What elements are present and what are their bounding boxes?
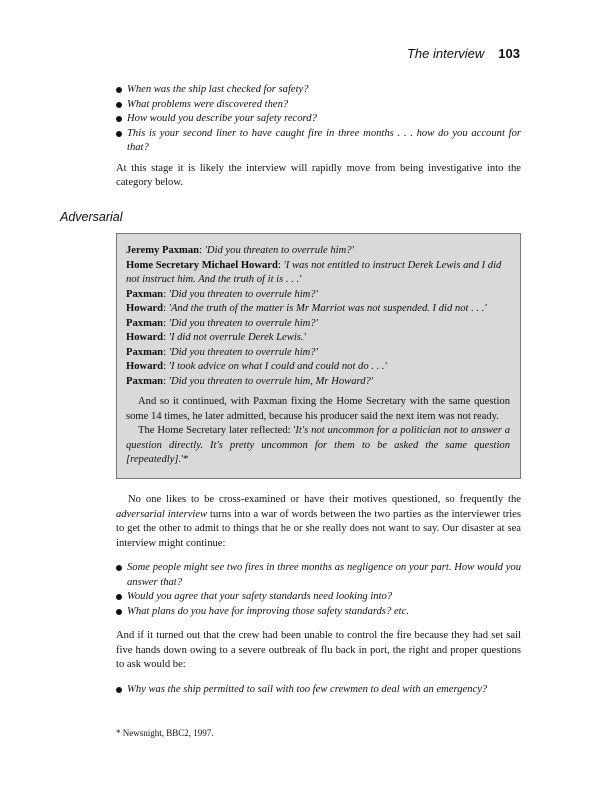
bullet-list-3 [116,683,521,698]
bullet-list-2 [116,561,521,619]
bottom-content [116,493,521,697]
top-content [116,83,521,191]
section-heading: Adversarial [60,210,123,224]
list-item: Would you agree that your safety standards need looking into? [116,590,521,605]
quote-box [116,233,521,479]
footnote: * Newsnight, BBC2, 1997. [116,728,214,738]
list-item: How would you describe your safety record? [116,112,521,127]
list-item: Why was the ship permitted to sail with too few crewmen to deal with an emergency? [116,683,521,698]
paragraph: And if it turned out that the crew had been unable to control the fire because they had set sail five hands down owing to a severe outbreak of flu back in port, the right and proper questions to ask would be: [116,630,521,670]
dialogue-line: Howard: 'I did not overrule Derek Lewis.' [126,332,306,343]
bullet-icon [116,116,122,122]
header-section-title: The interview [406,46,485,61]
box-narrative-quote: The Home Secretary later reflected: 'It's not uncommon for a politician not to answer a question directly. It's pretty uncommon for them to be asked the same question [repeatedly].'* [126,425,510,465]
dialogue-line: Howard: 'I took advice on what I could and could not do . . .' [126,361,387,372]
paragraph: At this stage it is likely the interview will rapidly move from being investigative into the category below. [116,162,521,188]
paragraph: No one likes to be cross-examined or have their motives questioned, so frequently the adversarial interview turns into a war of words between the two parties as the interviewer tries to get the other to admit to things that he or she really does not want to say. Our disaster at sea interview might continue: [116,494,522,549]
bullet-icon [116,609,122,615]
bullet-list-1 [116,83,521,156]
list-item: Some people might see two fires in three months as negligence on your part. How would you answer that? [116,561,521,590]
bullet-icon [116,87,122,93]
list-item: What plans do you have for improving those safety standards? etc. [116,605,521,620]
bullet-icon [116,594,122,600]
dialogue-line: Jeremy Paxman: 'Did you threaten to overrule him?' [126,245,354,256]
bullet-icon [116,102,122,108]
dialogue-line: Paxman: 'Did you threaten to overrule him, Mr Howard?' [126,375,374,387]
list-item: What problems were discovered then? [116,98,521,113]
dialogue-line: Howard: 'And the truth of the matter is Mr Marriot was not suspended. I did not . . .' [126,303,487,314]
dialogue-line: Paxman: 'Did you threaten to overrule him?' [126,317,318,329]
bullet-icon [116,687,122,693]
running-header [407,46,520,61]
dialogue-line: Paxman: 'Did you threaten to overrule him?' [126,346,318,358]
dialogue-line: Paxman: 'Did you threaten to overrule him?' [126,288,318,300]
box-narrative: And so it continued, with Paxman fixing the Home Secretary with the same question some 14 times, he later admitted, because his producer said the next item was not ready. [126,396,510,422]
bullet-icon [116,131,122,137]
dialogue-line: Home Secretary Michael Howard: 'I was not entitled to instruct Derek Lewis and I did not instruct him. And the truth of it is . . .' [126,259,502,285]
list-item: When was the ship last checked for safety? [116,83,521,98]
bullet-icon [116,565,122,571]
page-number: 103 [498,46,520,61]
list-item: This is your second liner to have caught fire in three months . . . how do you account for that? [116,127,521,156]
